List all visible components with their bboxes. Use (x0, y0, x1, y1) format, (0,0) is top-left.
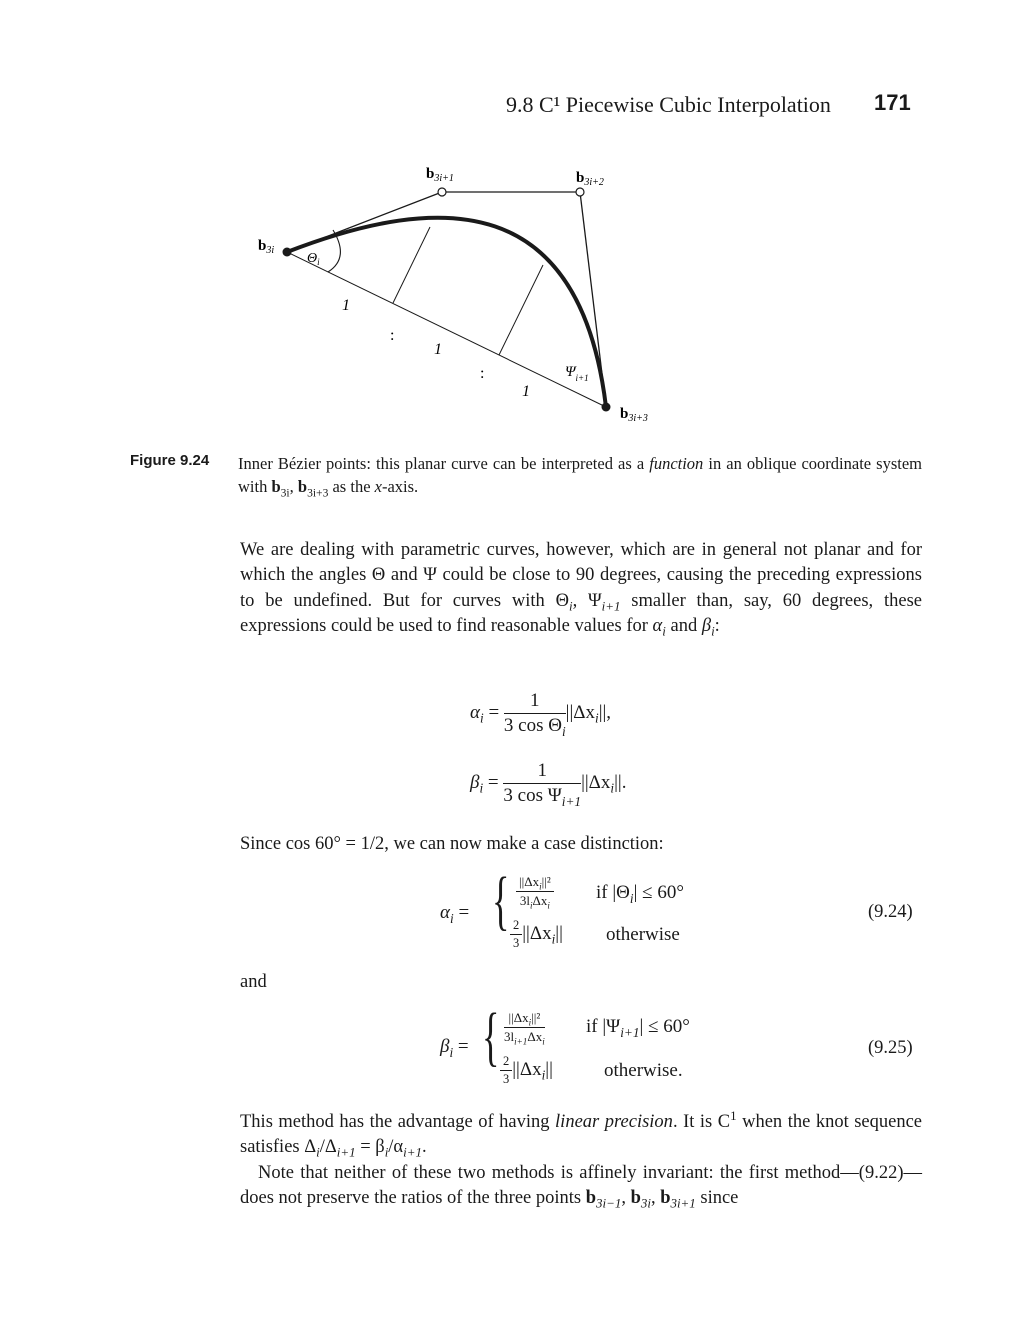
figure-label: Figure 9.24 (130, 452, 210, 469)
point-b3i-plus-2 (576, 188, 584, 196)
ordinate-line (499, 265, 543, 355)
running-title: 9.8 C¹ Piecewise Cubic Interpolation (506, 92, 831, 117)
equation-9-24-case1: $\frac{||\Delta x_i||^2}{3l_i\Delta x_i}$ (516, 874, 554, 909)
equation-number-9-25: (9.25) (868, 1038, 913, 1058)
since-sentence: Since cos 60° = 1/2, we can now make a case distinction: (240, 834, 664, 854)
segment-label: 1 (342, 297, 350, 314)
equation-beta: $\beta_i$ = $\frac{1}{3 \cos \Psi_{i+1}}$ $||\Delta x_i||$. (470, 760, 627, 809)
label-b3i-plus-3: $b_{3i+3}$ (620, 406, 648, 424)
equation-number-9-24: (9.24) (868, 902, 913, 922)
bezier-curve (287, 218, 606, 407)
and-word: and (240, 972, 267, 992)
label-b3i: $b_{3i}$ (258, 238, 275, 256)
equation-9-25-brace: { (482, 1000, 500, 1073)
equation-9-24-cond2: otherwise (606, 924, 680, 945)
label-psi: $\Psi_{i+1}$ (565, 364, 589, 383)
equation-9-24-brace: { (492, 864, 510, 937)
equation-9-25-cond2: otherwise. (604, 1060, 683, 1081)
equation-alpha: $\alpha_i$ = $\frac{1}{3 \cos \Theta_i}$ $||\Delta x_i||$, (470, 690, 612, 739)
point-b3i (283, 248, 292, 257)
label-b3i-plus-1: $b_{3i+1}$ (426, 166, 454, 184)
point-b3i-plus-3 (602, 403, 611, 412)
label-theta: $\Theta_i$ (307, 251, 320, 267)
body-paragraph-method: This method has the advantage of having linear precision. It is $C^1$ when the knot sequence satisfies $\Delta_i/\Delta_{i+1} = \beta_i/\alpha_{i+1}$. Note that neither of these two methods is affinely invariant: the first method—(9.22)—does not preserve the ratios of the three points $b_{3i-1}$, $b_{3i}$, $b_{3i+1}$ since (240, 1107, 923, 1211)
label-b3i-plus-2: $b_{3i+2}$ (576, 170, 604, 188)
equation-9-25-cond1: if $|\Psi_{i+1}| \le 60^\circ$ (586, 1016, 690, 1040)
equation-9-24-cond1: if $|\Theta_i| \le 60^\circ$ (596, 882, 684, 906)
equation-9-25-case2: $\frac{2}{3}$ $||\Delta x_i||$ (500, 1054, 553, 1087)
equation-9-24-lhs: $\alpha_i$ = (440, 902, 470, 926)
ordinate-line (393, 227, 430, 303)
equation-9-24-case2: $\frac{2}{3}$ $||\Delta x_i||$ (510, 918, 563, 951)
equation-9-25-lhs: $\beta_i$ = (440, 1036, 469, 1060)
point-b3i-plus-1 (438, 188, 446, 196)
segment-label: 1 (522, 383, 530, 400)
bezier-figure (240, 150, 710, 435)
figure-caption: Inner Bézier points: this planar curve can be interpreted as a function in an oblique coordinate system with $b_{3i}$, $b_{3i+3}$ as the x-axis. (238, 454, 923, 500)
body-paragraph-affine: Note that neither of these two methods is affinely invariant: the first method—(9.22)—does not preserve the ratios of the three points $b_{3i-1}$, $b_{3i}$, $b_{3i+1}$ since (240, 1162, 922, 1211)
ratio-dots: : (480, 365, 485, 382)
page-number: 171 (874, 90, 911, 115)
body-paragraph: We are dealing with parametric curves, however, which are in general not planar and for which the angles Θ and Ψ could be close to 90 degrees, causing the preceding expressions to be undefined. But for curves with $\Theta_i$, $\Psi_{i+1}$ smaller than, say, 60 degrees, these expressions could be used to find reasonable values for $\alpha_i$ and $\beta_i$: (240, 540, 922, 639)
oblique-x-axis (287, 252, 606, 407)
equation-9-25-case1: $\frac{||\Delta x_i||^2}{3l_{i+1}\Delta x_i}$ (504, 1010, 545, 1047)
segment-label: 1 (434, 341, 442, 358)
ratio-dots: : (390, 327, 395, 344)
